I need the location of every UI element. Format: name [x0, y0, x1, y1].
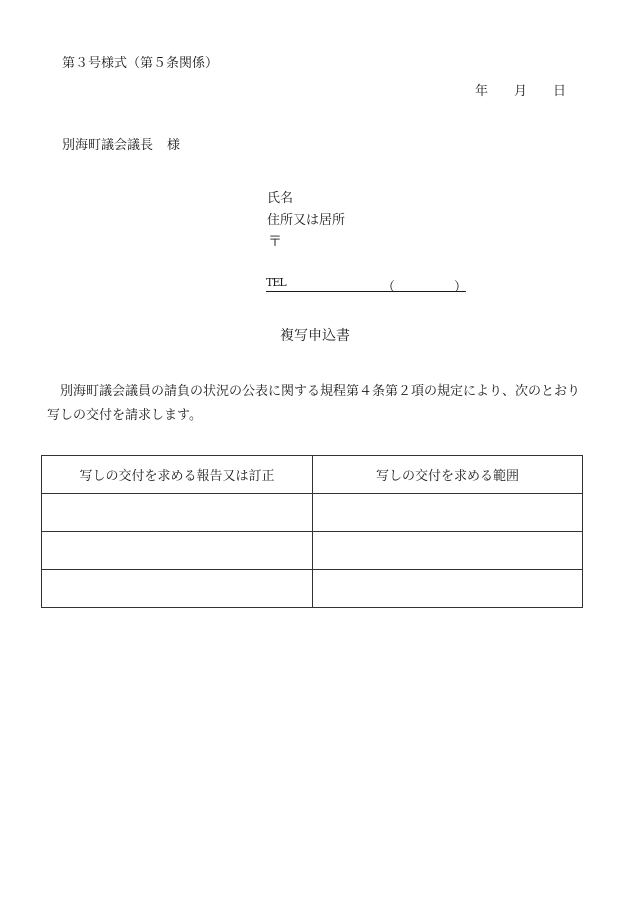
tel-label: TEL: [266, 276, 286, 289]
addressee-honorific: 様: [167, 138, 181, 153]
table-row: [42, 570, 583, 608]
applicant-address-label: 住所又は居所: [267, 213, 346, 228]
table-cell[interactable]: [42, 570, 313, 608]
postal-mark-icon: 〒: [268, 234, 282, 250]
table-cell[interactable]: [42, 494, 313, 532]
table-header-row: [42, 456, 583, 494]
table-cell[interactable]: [313, 494, 583, 532]
table-cell[interactable]: [313, 570, 583, 608]
date-day-label: 日: [553, 84, 567, 99]
tel-paren-open: （: [382, 280, 396, 295]
table-row: [42, 532, 583, 570]
date-month-label: 月: [514, 84, 528, 99]
tel-line: [266, 276, 468, 295]
table-header-report: 写しの交付を求める報告又は訂正: [42, 456, 313, 494]
table-row: [42, 494, 583, 532]
table-cell[interactable]: [42, 532, 313, 570]
applicant-name-label: 氏名: [267, 191, 294, 206]
table-header-scope: 写しの交付を求める範囲: [313, 456, 583, 494]
table-cell[interactable]: [313, 532, 583, 570]
date-line: [475, 80, 566, 99]
tel-paren-close: ）: [454, 280, 468, 295]
addressee: [62, 134, 180, 153]
document-title: 複写申込書: [280, 328, 350, 344]
addressee-name: 別海町議会議長: [62, 138, 154, 153]
date-year-label: 年: [475, 84, 489, 99]
request-table: [41, 455, 583, 608]
body-text: 別海町議会議員の請負の状況の公表に関する規程第４条第２項の規定により、次のとおり写しの交付を請求します。: [47, 384, 581, 423]
form-number: 第３号様式（第５条関係）: [62, 56, 219, 71]
